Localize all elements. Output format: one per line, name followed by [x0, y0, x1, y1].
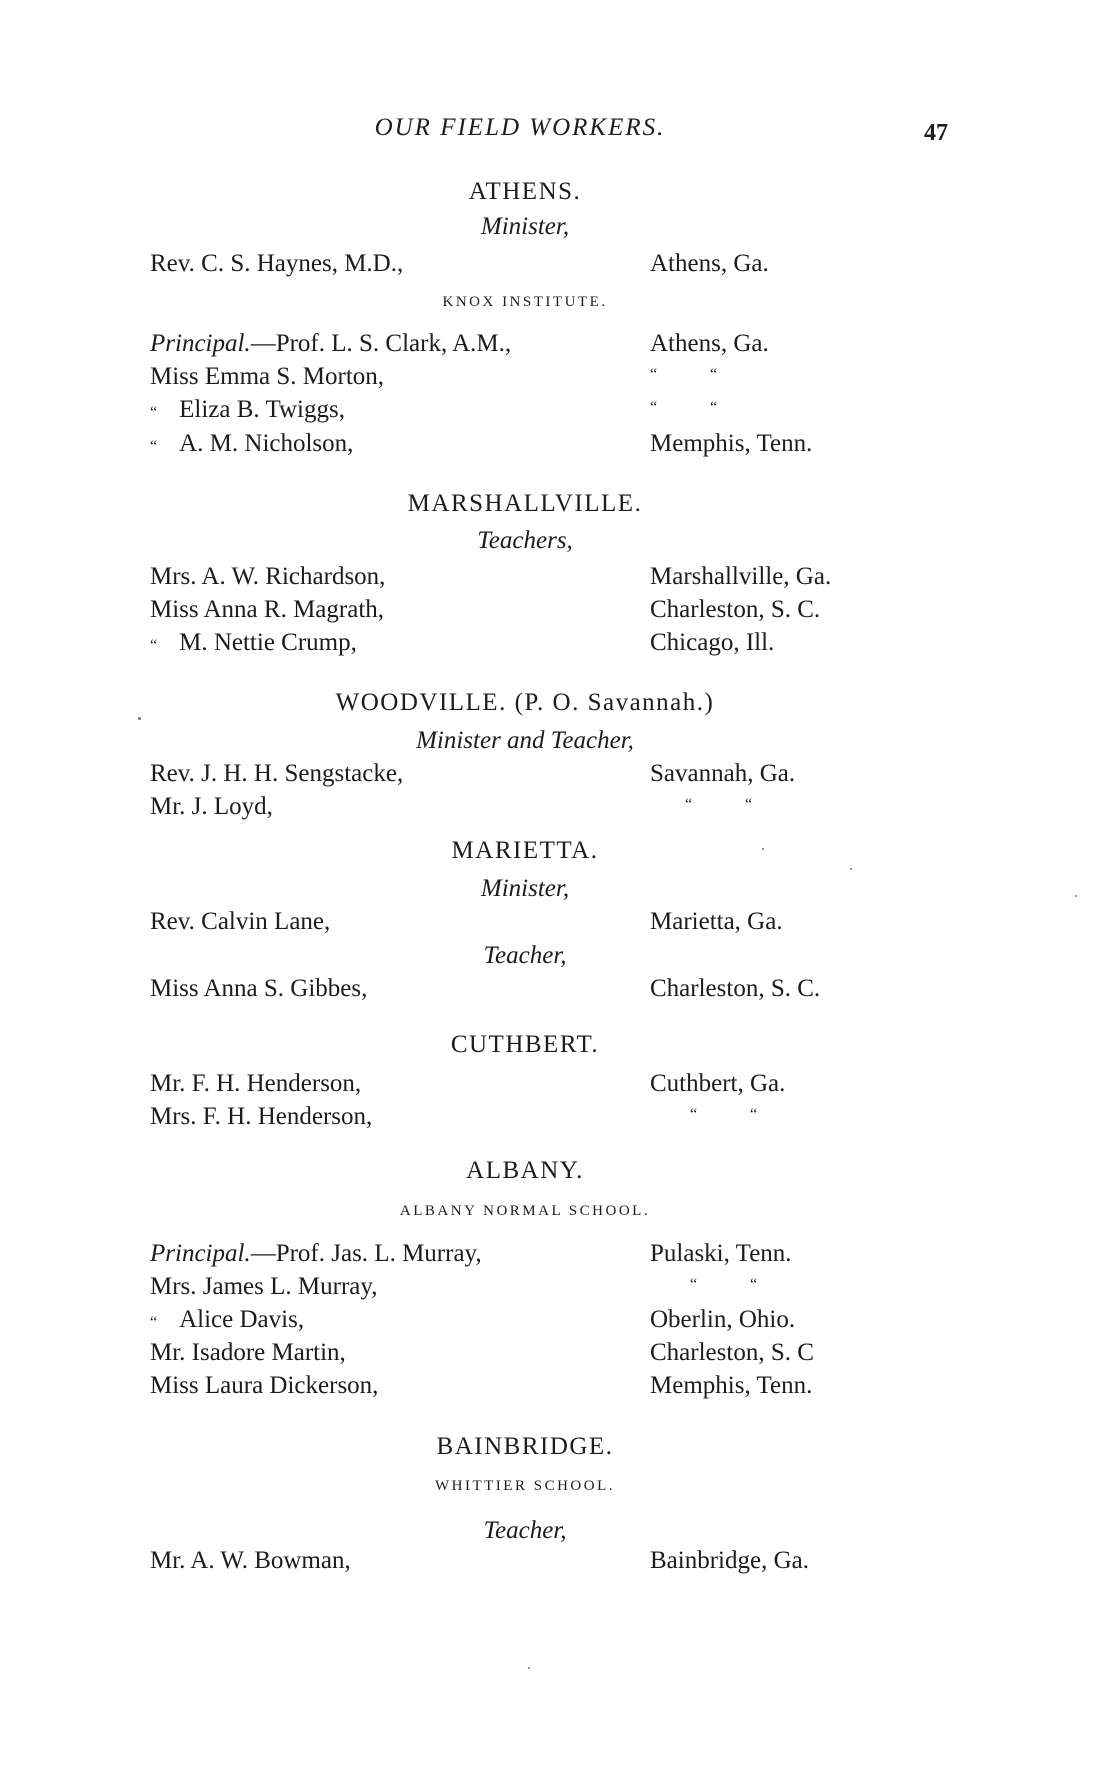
- entry-place: Charleston, S. C.: [650, 596, 821, 623]
- principal-name: —Prof. L. S. Clark, A.M.,: [250, 330, 512, 357]
- entry-place: Athens, Ga.: [650, 330, 769, 357]
- entry-name: “ Alice Davis,: [150, 1306, 305, 1333]
- scan-speck: [138, 717, 141, 720]
- role-heading-minister: Minister,: [480, 213, 570, 240]
- entry-name: [150, 1240, 482, 1268]
- town-heading-marshallville: MARSHALLVILLE.: [407, 490, 643, 517]
- scan-speck: [1075, 895, 1077, 897]
- entry-name: Miss Anna S. Gibbes,: [150, 975, 368, 1002]
- entry-name: Mr. Isadore Martin,: [150, 1339, 346, 1366]
- town-heading-albany: ALBANY.: [466, 1157, 584, 1184]
- role-heading-teacher: Teacher,: [483, 942, 567, 969]
- entry-name: Mr. J. Loyd,: [150, 793, 273, 820]
- entry-place: Athens, Ga.: [650, 250, 769, 277]
- ditto-marks: “ “: [650, 366, 718, 383]
- entry-name: Rev. J. H. H. Sengstacke,: [150, 760, 404, 787]
- school-heading-knox: KNOX INSTITUTE.: [442, 294, 608, 310]
- entry-name: Mr. F. H. Henderson,: [150, 1070, 362, 1097]
- entry-name: Rev. C. S. Haynes, M.D.,: [150, 250, 404, 277]
- town-heading-cuthbert: CUTHBERT.: [450, 1031, 600, 1058]
- role-heading-minister: Minister,: [480, 875, 570, 902]
- entry-name: Mr. A. W. Bowman,: [150, 1547, 351, 1574]
- town-heading-athens: ATHENS.: [468, 178, 582, 205]
- entry-name: “ M. Nettie Crump,: [150, 629, 357, 656]
- principal-label: Principal.: [150, 1240, 251, 1267]
- entry-place: Pulaski, Tenn.: [650, 1240, 792, 1267]
- school-heading-albany-normal: ALBANY NORMAL SCHOOL.: [399, 1203, 651, 1219]
- ditto-marks: “ “: [685, 796, 753, 813]
- town-heading-marietta: MARIETTA.: [451, 837, 599, 864]
- entry-name: [150, 330, 511, 358]
- entry-place: Savannah, Ga.: [650, 760, 796, 787]
- entry-place: Cuthbert, Ga.: [650, 1070, 786, 1097]
- entry-place: Bainbridge, Ga.: [650, 1547, 809, 1574]
- town-heading-bainbridge: BAINBRIDGE.: [436, 1433, 614, 1460]
- ditto-marks: “ “: [650, 399, 718, 416]
- entry-place: Charleston, S. C: [650, 1339, 814, 1366]
- entry-name: “ Eliza B. Twiggs,: [150, 396, 345, 423]
- entry-place: Charleston, S. C.: [650, 975, 821, 1002]
- scan-speck: [528, 1667, 530, 1669]
- role-heading-teacher: Teacher,: [483, 1517, 567, 1544]
- town-heading-woodville: WOODVILLE. (P. O. Savannah.): [335, 689, 715, 716]
- principal-name: —Prof. Jas. L. Murray,: [250, 1240, 482, 1267]
- school-heading-whittier: WHITTIER SCHOOL.: [435, 1478, 615, 1494]
- principal-label: Principal.: [150, 330, 251, 357]
- entry-name: Mrs. A. W. Richardson,: [150, 563, 386, 590]
- entry-name: Rev. Calvin Lane,: [150, 908, 331, 935]
- entry-name: Mrs. F. H. Henderson,: [150, 1103, 373, 1130]
- entry-name: Mrs. James L. Murray,: [150, 1273, 378, 1300]
- ditto-marks: “ “: [690, 1106, 758, 1123]
- entry-place: Memphis, Tenn.: [650, 430, 813, 457]
- entry-place: Oberlin, Ohio.: [650, 1306, 796, 1333]
- entry-place: Chicago, Ill.: [650, 629, 775, 656]
- entry-place: Marietta, Ga.: [650, 908, 783, 935]
- entry-name: Miss Anna R. Magrath,: [150, 596, 385, 623]
- role-heading-minister-teacher: Minister and Teacher,: [416, 727, 634, 754]
- scan-speck: [762, 848, 764, 850]
- page-number: 47: [924, 120, 948, 146]
- running-header: OUR FIELD WORKERS.: [374, 114, 666, 141]
- ditto-marks: “ “: [690, 1276, 758, 1293]
- entry-place: Marshallville, Ga.: [650, 563, 832, 590]
- entry-name: Miss Emma S. Morton,: [150, 363, 385, 390]
- entry-place: Memphis, Tenn.: [650, 1372, 813, 1399]
- role-heading-teachers: Teachers,: [477, 527, 573, 554]
- entry-name: “ A. M. Nicholson,: [150, 430, 354, 457]
- entry-name: Miss Laura Dickerson,: [150, 1372, 379, 1399]
- scan-speck: [850, 868, 852, 870]
